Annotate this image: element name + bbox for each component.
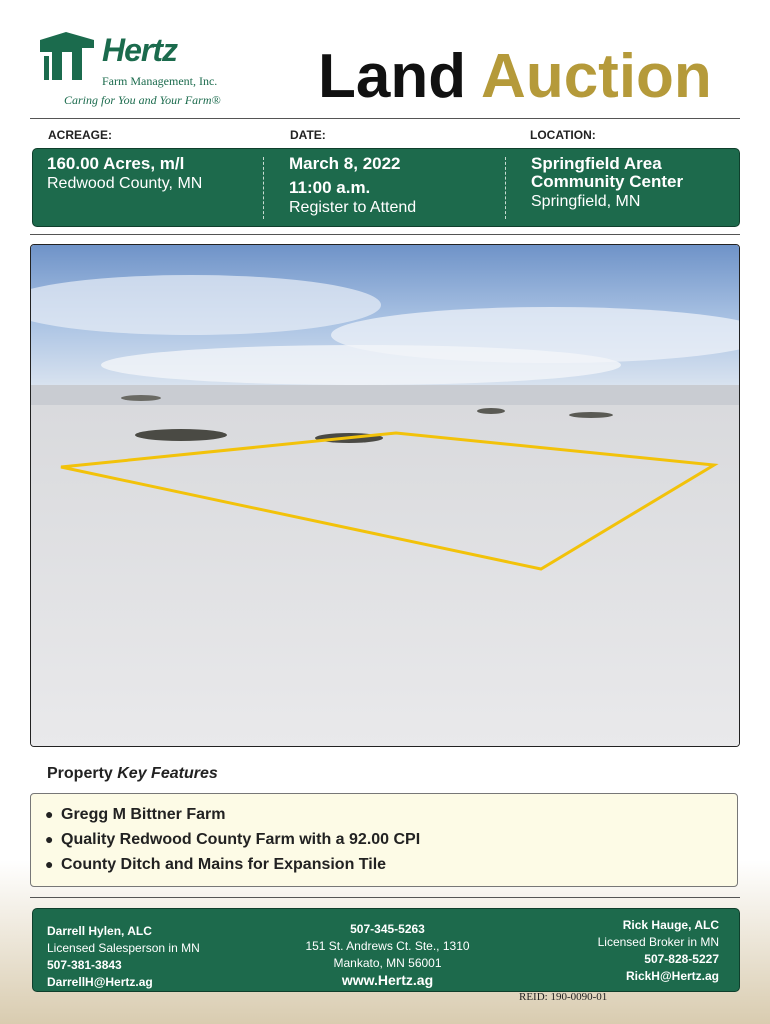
office-address1: 151 St. Andrews Ct. Ste., 1310	[305, 939, 470, 953]
office-info	[285, 921, 490, 989]
agent-right-role: Licensed Broker in MN	[597, 935, 719, 949]
hertz-barn-icon	[36, 30, 98, 86]
column-divider	[505, 157, 506, 219]
key-features-bold: Property	[47, 765, 113, 782]
list-item: ● Quality Redwood County Farm with a 92.00 CPI	[45, 831, 421, 848]
acreage-county: Redwood County, MN	[47, 175, 203, 192]
venue-line1: Springfield Area	[531, 154, 662, 173]
register-note: Register to Attend	[289, 199, 417, 216]
logo-tagline: Caring for You and Your Farm®	[64, 93, 221, 107]
info-divider	[30, 234, 740, 235]
title-part1: Land	[318, 42, 467, 111]
key-features-italic: Key Features	[117, 765, 218, 782]
key-features-list	[45, 802, 420, 877]
header-divider	[30, 118, 740, 119]
agent-left-role: Licensed Salesperson in MN	[47, 941, 200, 955]
key-features-box	[30, 793, 738, 887]
location-column	[531, 155, 683, 213]
auction-info-box	[32, 148, 740, 227]
farm-aerial-photo	[30, 244, 740, 747]
hertz-logo	[36, 30, 236, 110]
page-title	[318, 42, 712, 111]
agent-right-name: Rick Hauge, ALC	[622, 918, 719, 932]
agent-left	[47, 923, 200, 991]
list-item: ● Gregg M Bittner Farm	[45, 806, 226, 823]
title-part2: Auction	[481, 42, 712, 111]
agent-left-name: Darrell Hylen, ALC	[47, 924, 152, 938]
column-divider	[263, 157, 264, 219]
farm-aerial-illustration	[31, 245, 739, 746]
footer-divider	[30, 897, 740, 898]
acreage-label: ACREAGE:	[48, 128, 113, 142]
agent-right	[598, 917, 719, 985]
auction-time: 11:00 a.m.	[289, 178, 371, 197]
acreage-column	[47, 155, 202, 195]
date-label: DATE:	[290, 128, 326, 142]
office-phone[interactable]: 507-345-5263	[350, 922, 425, 936]
location-label: LOCATION:	[530, 128, 596, 142]
office-address2: Mankato, MN 56001	[333, 956, 442, 970]
venue-city: Springfield, MN	[531, 193, 641, 210]
key-features-heading	[47, 765, 218, 783]
list-item: ● County Ditch and Mains for Expansion Tile	[45, 856, 387, 873]
venue-line2: Community Center	[531, 172, 684, 191]
agent-right-email[interactable]: RickH@Hertz.ag	[625, 969, 719, 983]
agent-right-phone[interactable]: 507-828-5227	[644, 952, 719, 966]
logo-brand: Hertz	[102, 32, 178, 68]
logo-subtitle: Farm Management, Inc.	[102, 74, 218, 88]
date-column	[289, 155, 416, 219]
agent-left-email[interactable]: DarrellH@Hertz.ag	[47, 975, 153, 989]
acreage-amount: 160.00 Acres, m/l	[47, 154, 185, 173]
contact-footer	[32, 908, 740, 992]
agent-left-phone[interactable]: 507-381-3843	[47, 958, 122, 972]
website-link[interactable]: www.Hertz.ag	[341, 972, 434, 988]
auction-date: March 8, 2022	[289, 154, 401, 173]
reid-number: REID: 190-0090-01	[519, 991, 608, 1003]
